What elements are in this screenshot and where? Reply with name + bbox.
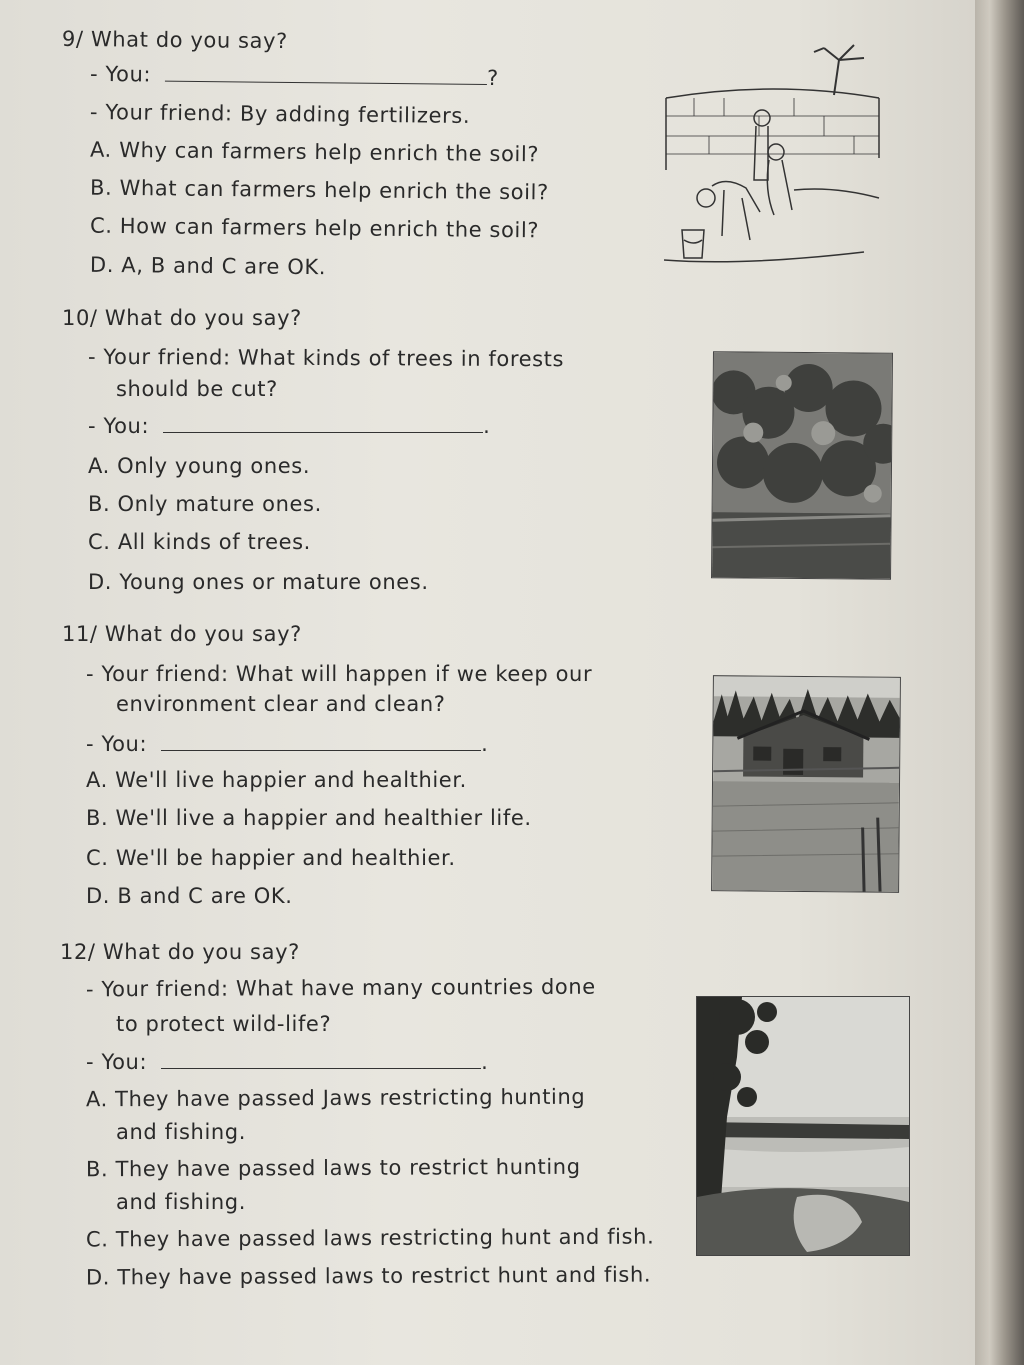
option-d: D. Young ones or mature ones. — [88, 570, 429, 594]
option-a-continued: and fishing. — [116, 1120, 247, 1144]
option-d: D. A, B and C are OK. — [89, 252, 327, 280]
option-d: D. They have passed laws to restrict hunt and fish. — [85, 1262, 652, 1290]
blank-end: . — [483, 414, 491, 438]
question-11-header — [62, 622, 302, 646]
forest-photo — [711, 351, 893, 580]
question-prompt: What do you say? — [104, 622, 302, 646]
question-prompt: What do you say? — [104, 306, 302, 330]
farmhouse-image-icon — [712, 676, 900, 892]
lake-photo — [696, 996, 910, 1256]
friend-line: - Your friend: What kinds of trees in forests — [87, 344, 565, 372]
answer-blank — [161, 732, 481, 751]
you-label: - You: — [89, 61, 152, 87]
friend-line: - Your friend: What will happen if we keep our — [86, 662, 593, 686]
option-b: B. What can farmers help enrich the soil? — [89, 175, 549, 205]
you-label: - You: — [88, 414, 150, 438]
option-d: D. B and C are OK. — [86, 884, 293, 908]
you-line — [86, 1050, 488, 1074]
farmers-illustration — [664, 40, 884, 270]
option-a: A. Why can farmers help enrich the soil? — [89, 137, 540, 167]
question-prompt: What do you say? — [90, 27, 288, 54]
friend-line-continued: should be cut? — [116, 377, 278, 401]
option-b-continued: and fishing. — [116, 1190, 247, 1214]
blank-end: . — [481, 1050, 489, 1074]
you-label: - You: — [86, 732, 148, 756]
option-c: C. All kinds of trees. — [88, 530, 311, 554]
friend-line-continued: to protect wild-life? — [116, 1012, 332, 1036]
option-a: A. We'll live happier and healthier. — [86, 768, 467, 792]
option-c: C. They have passed laws restricting hunt and fish. — [85, 1224, 655, 1252]
blank-end: . — [481, 732, 489, 756]
answer-blank — [165, 63, 487, 85]
farmhouse-photo — [711, 675, 901, 893]
option-a: A. Only young ones. — [88, 454, 311, 478]
option-c: C. How can farmers help enrich the soil? — [89, 213, 540, 243]
question-12-header — [60, 940, 300, 964]
farmers-drawing-icon — [664, 40, 884, 270]
you-line — [90, 62, 499, 90]
option-a: A. They have passed Jaws restricting hunting — [85, 1084, 586, 1112]
question-number: 10/ — [62, 306, 98, 330]
question-prompt: What do you say? — [102, 940, 300, 964]
friend-line-continued: environment clear and clean? — [116, 692, 446, 716]
question-9-header — [62, 27, 288, 53]
option-c: C. We'll be happier and healthier. — [86, 846, 456, 870]
lake-image-icon — [697, 997, 909, 1255]
question-number: 11/ — [62, 622, 98, 646]
answer-blank — [161, 1050, 481, 1069]
you-line — [88, 414, 490, 438]
question-number: 12/ — [60, 940, 96, 964]
forest-image-icon — [712, 352, 892, 579]
book-binding — [975, 0, 1024, 1365]
friend-line: - Your friend: By adding fertilizers. — [89, 100, 471, 128]
you-line — [86, 732, 488, 756]
question-10-header — [62, 306, 302, 330]
you-label: - You: — [86, 1050, 148, 1074]
option-b: B. We'll live a happier and healthier life. — [86, 806, 532, 830]
answer-blank — [163, 414, 483, 433]
friend-line: - Your friend: What have many countries done — [85, 974, 596, 1002]
option-b: B. Only mature ones. — [88, 492, 322, 516]
blank-end: ? — [486, 66, 499, 91]
question-number: 9/ — [61, 26, 84, 52]
option-b: B. They have passed laws to restrict hunting — [85, 1154, 581, 1182]
